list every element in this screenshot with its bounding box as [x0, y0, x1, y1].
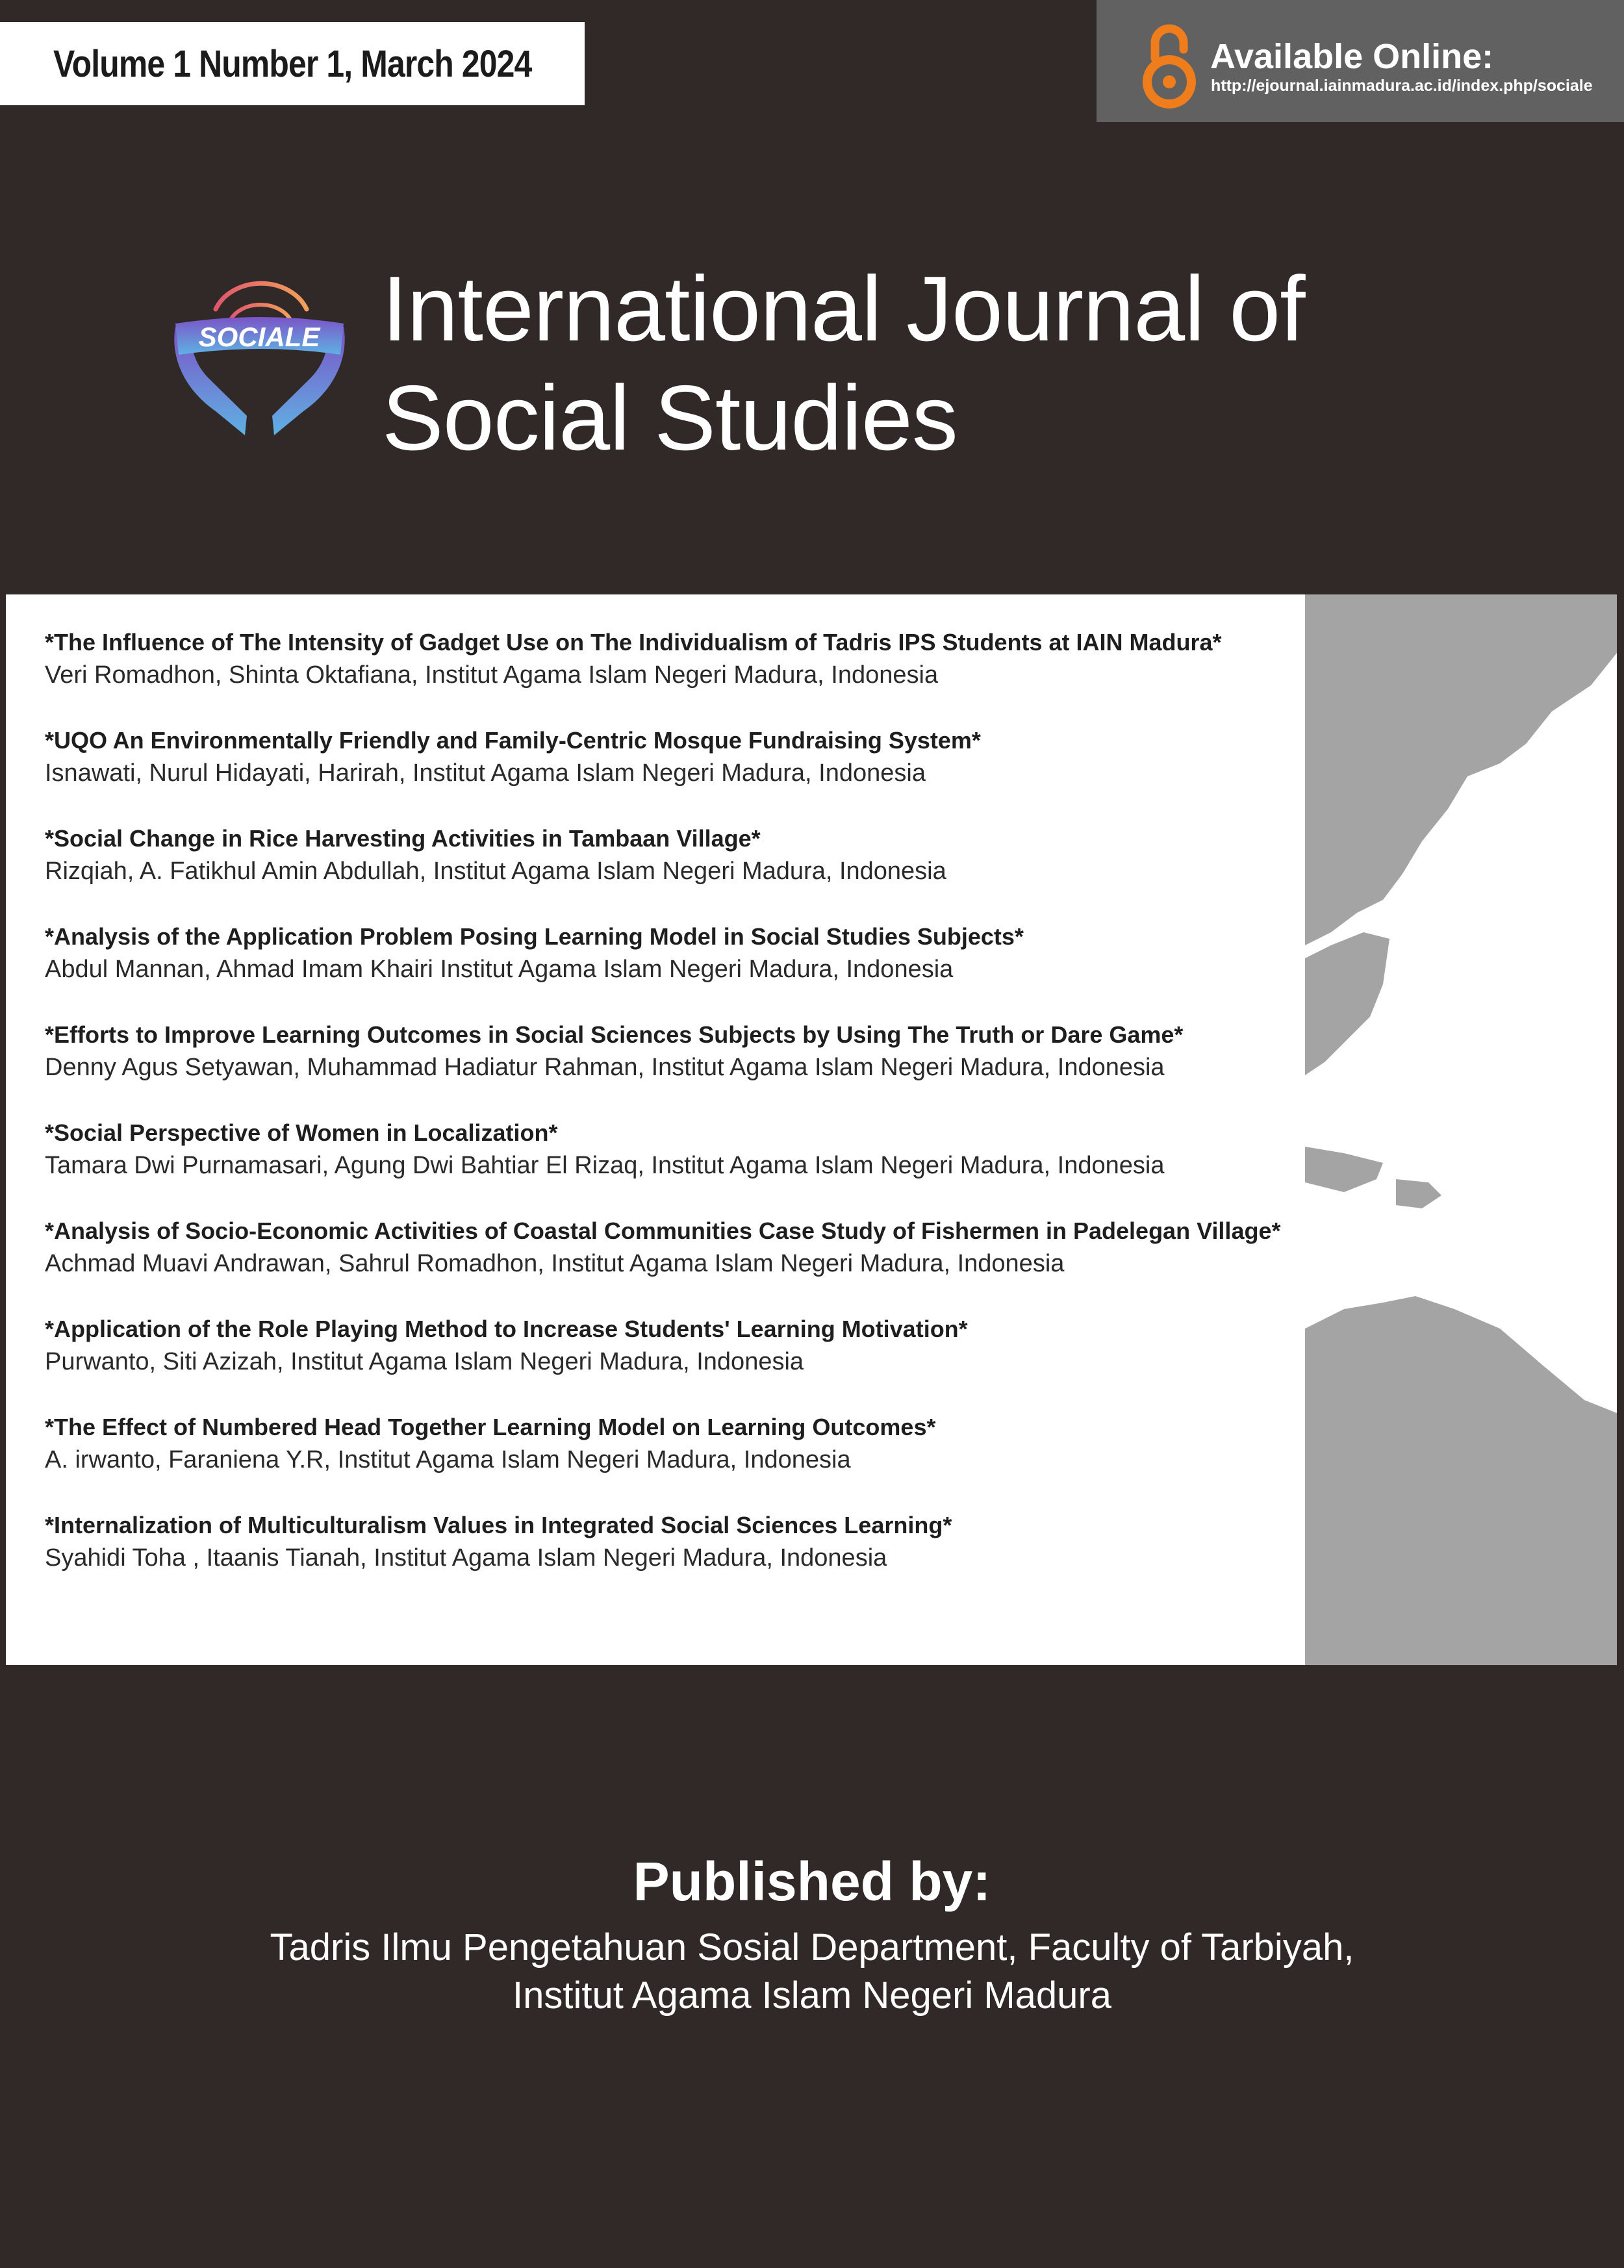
article-title: *UQO An Environmentally Friendly and Family-Centric Mosque Fundraising System* — [45, 727, 981, 754]
article-item — [45, 1511, 1344, 1609]
sociale-logo — [170, 259, 349, 444]
article-item — [45, 1217, 1344, 1315]
article-title: *Efforts to Improve Learning Outcomes in Social Sciences Subjects by Using The Truth or Dare Game* — [45, 1021, 1184, 1048]
available-online-title: Available Online: — [1210, 37, 1494, 76]
article-title: *The Effect of Numbered Head Together Learning Model on Learning Outcomes* — [45, 1414, 936, 1440]
article-authors: Isnawati, Nurul Hidayati, Harirah, Institut Agama Islam Negeri Madura, Indonesia — [45, 759, 926, 787]
article-authors: Purwanto, Siti Azizah, Institut Agama Islam Negeri Madura, Indonesia — [45, 1348, 804, 1375]
publisher-department: Tadris Ilmu Pengetahuan Sosial Department, Faculty of Tarbiyah, — [270, 1926, 1354, 1969]
article-authors: Achmad Muavi Andrawan, Sahrul Romadhon, Institut Agama Islam Negeri Madura, Indonesia — [45, 1250, 1065, 1277]
article-item — [45, 1119, 1344, 1217]
journal-title-line2: Social Studies — [382, 366, 958, 470]
article-title: *The Influence of The Intensity of Gadget Use on The Individualism of Tadris IPS Students at IAIN Madura* — [45, 629, 1222, 656]
publisher-institution: Institut Agama Islam Negeri Madura — [513, 1974, 1111, 2017]
volume-label: Volume 1 Number 1, March 2024 — [53, 42, 532, 85]
article-title: *Social Perspective of Women in Localization* — [45, 1119, 558, 1146]
article-authors: Denny Agus Setyawan, Muhammad Hadiatur Rahman, Institut Agama Islam Negeri Madura, Indonesia — [45, 1054, 1165, 1081]
article-title: *Social Change in Rice Harvesting Activities in Tambaan Village* — [45, 825, 761, 852]
article-title: *Analysis of Socio-Economic Activities of Coastal Communities Case Study of Fishermen in Padelegan Village* — [45, 1217, 1281, 1244]
journal-title-line1: International Journal of — [382, 257, 1305, 361]
svg-text:SOCIALE: SOCIALE — [198, 322, 320, 352]
article-item — [45, 1413, 1344, 1511]
article-authors: Syahidi Toha , Itaanis Tianah, Institut Agama Islam Negeri Madura, Indonesia — [45, 1544, 887, 1572]
article-authors: A. irwanto, Faraniena Y.R, Institut Agama Islam Negeri Madura, Indonesia — [45, 1446, 851, 1473]
article-item — [45, 923, 1344, 1021]
article-title: *Application of the Role Playing Method to Increase Students' Learning Motivation* — [45, 1316, 968, 1342]
volume-label-box — [0, 22, 585, 105]
article-authors: Rizqiah, A. Fatikhul Amin Abdullah, Institut Agama Islam Negeri Madura, Indonesia — [45, 858, 946, 885]
article-title: *Analysis of the Application Problem Posing Learning Model in Social Studies Subjects* — [45, 923, 1024, 950]
article-item — [45, 726, 1344, 824]
journal-title — [382, 255, 1486, 473]
article-item — [45, 1315, 1344, 1413]
article-title: *Internalization of Multiculturalism Values in Integrated Social Sciences Learning* — [45, 1512, 952, 1538]
article-item — [45, 628, 1344, 726]
available-online-box — [1097, 0, 1624, 122]
article-item — [45, 824, 1344, 923]
article-authors: Tamara Dwi Purnamasari, Agung Dwi Bahtiar El Rizaq, Institut Agama Islam Negeri Madura, Indonesia — [45, 1152, 1165, 1179]
world-map-graphic — [1305, 594, 1617, 1665]
published-by-heading: Published by: — [633, 1851, 991, 1912]
article-authors: Veri Romadhon, Shinta Oktafiana, Institut Agama Islam Negeri Madura, Indonesia — [45, 661, 939, 689]
articles-list — [45, 628, 1344, 1609]
article-item — [45, 1021, 1344, 1119]
open-access-icon — [1137, 18, 1202, 110]
table-of-contents-panel — [6, 594, 1617, 1665]
article-authors: Abdul Mannan, Ahmad Imam Khairi Institut Agama Islam Negeri Madura, Indonesia — [45, 956, 954, 983]
journal-url-link[interactable]: http://ejournal.iainmadura.ac.id/index.php/sociale — [1211, 77, 1593, 95]
